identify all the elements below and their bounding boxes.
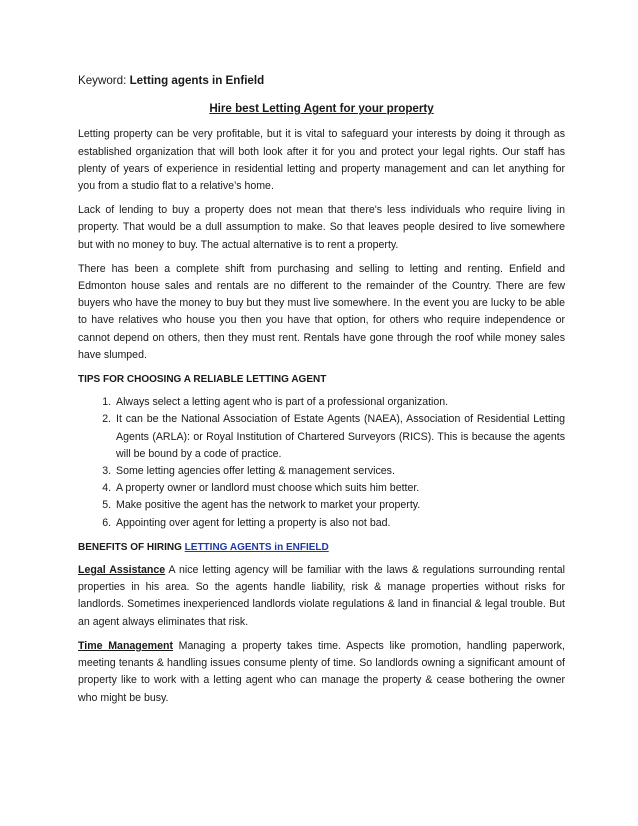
tips-list xyxy=(78,394,565,532)
tips-item-2: 2. It can be the National Association of Estate Agents (NAEA), Association of Residential Letting Agents (ARLA): or Royal Institution of Chartered Surveyors (RICS). This is because the agents will be bound by a code of practice. xyxy=(114,411,565,463)
intro-paragraph-3: There has been a complete shift from purchasing and selling to letting and renting. Enfield and Edmonton house sales and rentals are no different to the remainder of the Country. There are few buyers who have the money to buy but they must live somewhere. In the event you are lucky to be able to have relatives who house you then you have that option, for others who require independence or cannot depend on others, then they must rent. Rentals have gone through the roof while money sales have slumped. xyxy=(78,262,565,361)
tips-item-1: 1. Always select a letting agent who is part of a professional organization. xyxy=(114,394,565,411)
document-page xyxy=(78,72,565,714)
keyword-label: Keyword: xyxy=(78,74,130,87)
letting-agents-enfield-link[interactable]: LETTING AGENTS in ENFIELD xyxy=(184,541,329,553)
benefits-heading-prefix: BENEFITS OF HIRING xyxy=(78,541,185,553)
time-management-lead: Time Management xyxy=(78,639,173,652)
legal-assistance-lead: Legal Assistance xyxy=(78,564,166,577)
legal-assistance-text: A nice letting agency will be familiar with the laws & regulations surrounding rental properties in his area. So the agents handle liability, risk & manage properties without risks for landlords. Sometimes inexperienced landlords violate regulations & land in financial & legal trouble. But an agent always eliminates that risk. xyxy=(78,564,565,628)
legal-assistance-paragraph xyxy=(78,562,565,631)
intro-paragraph-1: Letting property can be very profitable, but it is vital to safeguard your interests by doing it through as established organization that will both look after it for you and protect your legal rights. Our staff has plenty of years of experience in residential letting and property management and can let anything for you from a studio flat to a relative’s home. xyxy=(78,128,565,193)
page-title: Hire best Letting Agent for your property xyxy=(209,102,434,116)
intro-paragraph-2: Lack of lending to buy a property does not mean that there's less individuals who require living in property. That would be a dull assumption to make. So that leaves people desired to live somewhere but with no money to buy. The actual alternative is to rent a property. xyxy=(78,204,565,251)
tips-item-3: 3. Some letting agencies offer letting & management services. xyxy=(114,463,565,480)
tips-item-6: 6. Appointing over agent for letting a property is also not bad. xyxy=(114,515,565,532)
keyword-line xyxy=(78,72,565,89)
keyword-value: Letting agents in Enfield xyxy=(129,74,265,87)
time-management-paragraph xyxy=(78,638,565,707)
tips-item-5: 5. Make positive the agent has the network to market your property. xyxy=(114,497,565,514)
benefits-heading xyxy=(78,539,565,556)
time-management-text: Managing a property takes time. Aspects like promotion, handling paperwork, meeting tenants & handling issues consume plenty of time. So landlords owning a significant amount of property like to work with a letting agent who can manage the property & cease bothering the owner who might be busy. xyxy=(78,639,565,704)
tips-heading: TIPS FOR CHOOSING A RELIABLE LETTING AGENT xyxy=(78,374,327,386)
tips-item-4: 4. A property owner or landlord must choose which suits him better. xyxy=(114,480,565,497)
